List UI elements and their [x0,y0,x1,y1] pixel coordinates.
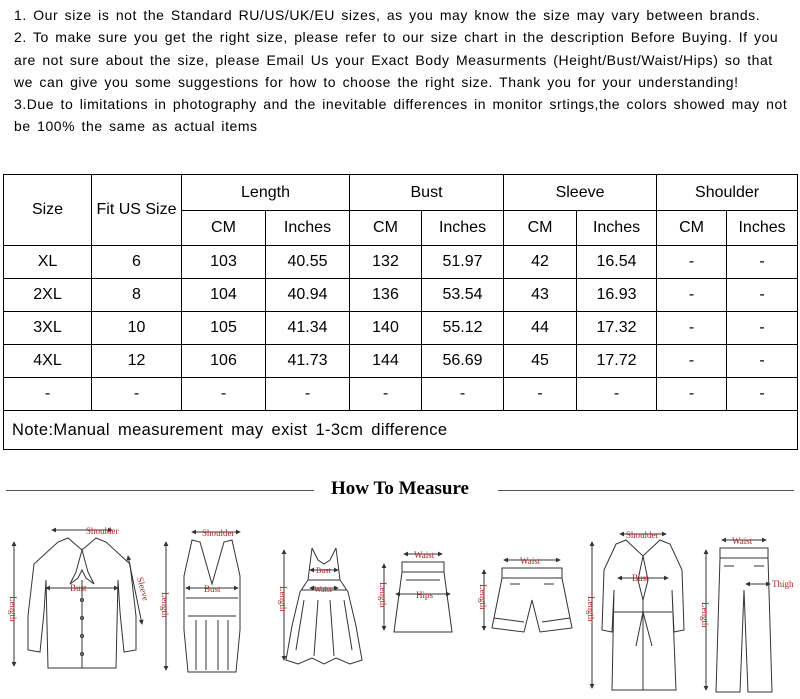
table-note-row [4,411,798,450]
table-cell: - [657,279,727,312]
table-cell: - [727,312,798,345]
table-cell: 44 [504,312,577,345]
note-3: 3.Due to limitations in photography and the inevitable differences in monitor srtings,the colors showed may not be 100% the same as actual items [14,96,788,135]
trousers-figure [706,540,772,692]
measurement-illustrations [0,520,800,699]
label-waist-trousers: Waist [732,536,753,546]
table-cell: 16.54 [577,246,657,279]
table-row [4,246,798,279]
tank-top-figure [166,532,240,672]
unit-cell: Inches [727,211,798,246]
table-cell: - [266,378,350,411]
coat-figure [592,534,684,690]
table-cell: 12 [92,345,182,378]
table-cell: 17.32 [577,312,657,345]
table-cell: 10 [92,312,182,345]
table-cell: - [657,378,727,411]
table-row [4,378,798,411]
table-cell: 4XL [4,345,92,378]
unit-cell: Inches [266,211,350,246]
label-sleeve-blouse: Sleeve [135,575,151,602]
label-shoulder-coat: Shoulder [626,530,659,540]
header-length: Length [182,175,350,211]
table-row [4,279,798,312]
table-row [4,312,798,345]
table-cell: - [182,378,266,411]
table-body [4,246,798,411]
header-sleeve: Sleeve [504,175,657,211]
table-cell: 40.94 [266,279,350,312]
table-cell: - [350,378,422,411]
table-cell: 2XL [4,279,92,312]
table-cell: 41.73 [266,345,350,378]
unit-cell: CM [350,211,422,246]
header-bust: Bust [350,175,504,211]
table-cell: - [422,378,504,411]
unit-cell: CM [504,211,577,246]
label-length-skirt: Length [378,582,388,608]
how-to-measure-heading [0,478,800,502]
table-cell: 42 [504,246,577,279]
label-waist-shorts: Waist [520,556,541,566]
table-header-row [4,175,798,211]
label-length-trousers: Length [700,602,710,628]
size-chart-table [3,174,798,450]
table-cell: - [92,378,182,411]
label-length-coat: Length [586,596,596,622]
label-length-tank: Length [160,592,170,618]
table-cell: 144 [350,345,422,378]
label-length-blouse: Length [8,596,18,622]
blouse-figure [14,530,142,668]
table-cell: 105 [182,312,266,345]
table-cell: 6 [92,246,182,279]
table-cell: - [4,378,92,411]
table-cell: 41.34 [266,312,350,345]
note-1: 1. Our size is not the Standard RU/US/UK/EU sizes, as you may know the size may vary between brands. [14,7,761,23]
table-cell: - [727,345,798,378]
unit-cell: Inches [422,211,504,246]
table-cell: XL [4,246,92,279]
table-cell: 17.72 [577,345,657,378]
table-cell: - [657,345,727,378]
label-hips-skirt: Hips [416,590,434,600]
shorts-figure [484,560,572,632]
table-cell: 103 [182,246,266,279]
table-cell: 55.12 [422,312,504,345]
label-shoulder-tank: Shoulder [202,528,235,538]
table-cell: 8 [92,279,182,312]
table-cell: 56.69 [422,345,504,378]
size-notes [14,4,792,138]
table-cell: 132 [350,246,422,279]
table-cell: 3XL [4,312,92,345]
measurement-note: Note:Manual measurement may exist 1-3cm difference [4,411,798,450]
unit-cell: CM [182,211,266,246]
table-cell: - [657,246,727,279]
table-cell: 40.55 [266,246,350,279]
header-fit-us: Fit US Size [92,175,182,246]
header-size: Size [4,175,92,246]
table-cell: - [504,378,577,411]
how-to-measure-title: How To Measure [331,478,469,499]
label-bust-dress: Bust [316,566,331,575]
table-cell: - [577,378,657,411]
table-cell: 45 [504,345,577,378]
label-bust-tank: Bust [204,584,221,594]
table-row [4,345,798,378]
label-bust-coat: Bust [632,573,649,583]
table-cell: 53.54 [422,279,504,312]
label-bust-blouse: Bust [70,583,87,593]
header-shoulder: Shoulder [657,175,798,211]
table-cell: 51.97 [422,246,504,279]
table-cell: 136 [350,279,422,312]
table-cell: - [727,279,798,312]
table-cell: 104 [182,279,266,312]
note-2: 2. To make sure you get the right size, please refer to our size chart in the description Before Buying. If you are not sure about the size, please Email Us your Exact Body Measurments (Height/Bust/Waist/Hips) so that we can give you some suggestions for how to choose the right size. Thank you for your understanding! [14,29,779,90]
unit-cell: Inches [577,211,657,246]
table-cell: 43 [504,279,577,312]
table-cell: - [727,378,798,411]
table-cell: 106 [182,345,266,378]
table-cell: - [727,246,798,279]
label-shoulder-blouse: Shoulder [86,526,119,536]
label-waist-skirt: Waist [414,550,435,560]
label-thigh-trousers: Thigh [772,579,794,589]
label-length-dress: Length [278,586,288,612]
table-cell: - [657,312,727,345]
label-length-shorts: Length [478,584,488,610]
table-cell: 140 [350,312,422,345]
unit-cell: CM [657,211,727,246]
table-cell: 16.93 [577,279,657,312]
label-waist-dress: Waist [314,585,333,594]
